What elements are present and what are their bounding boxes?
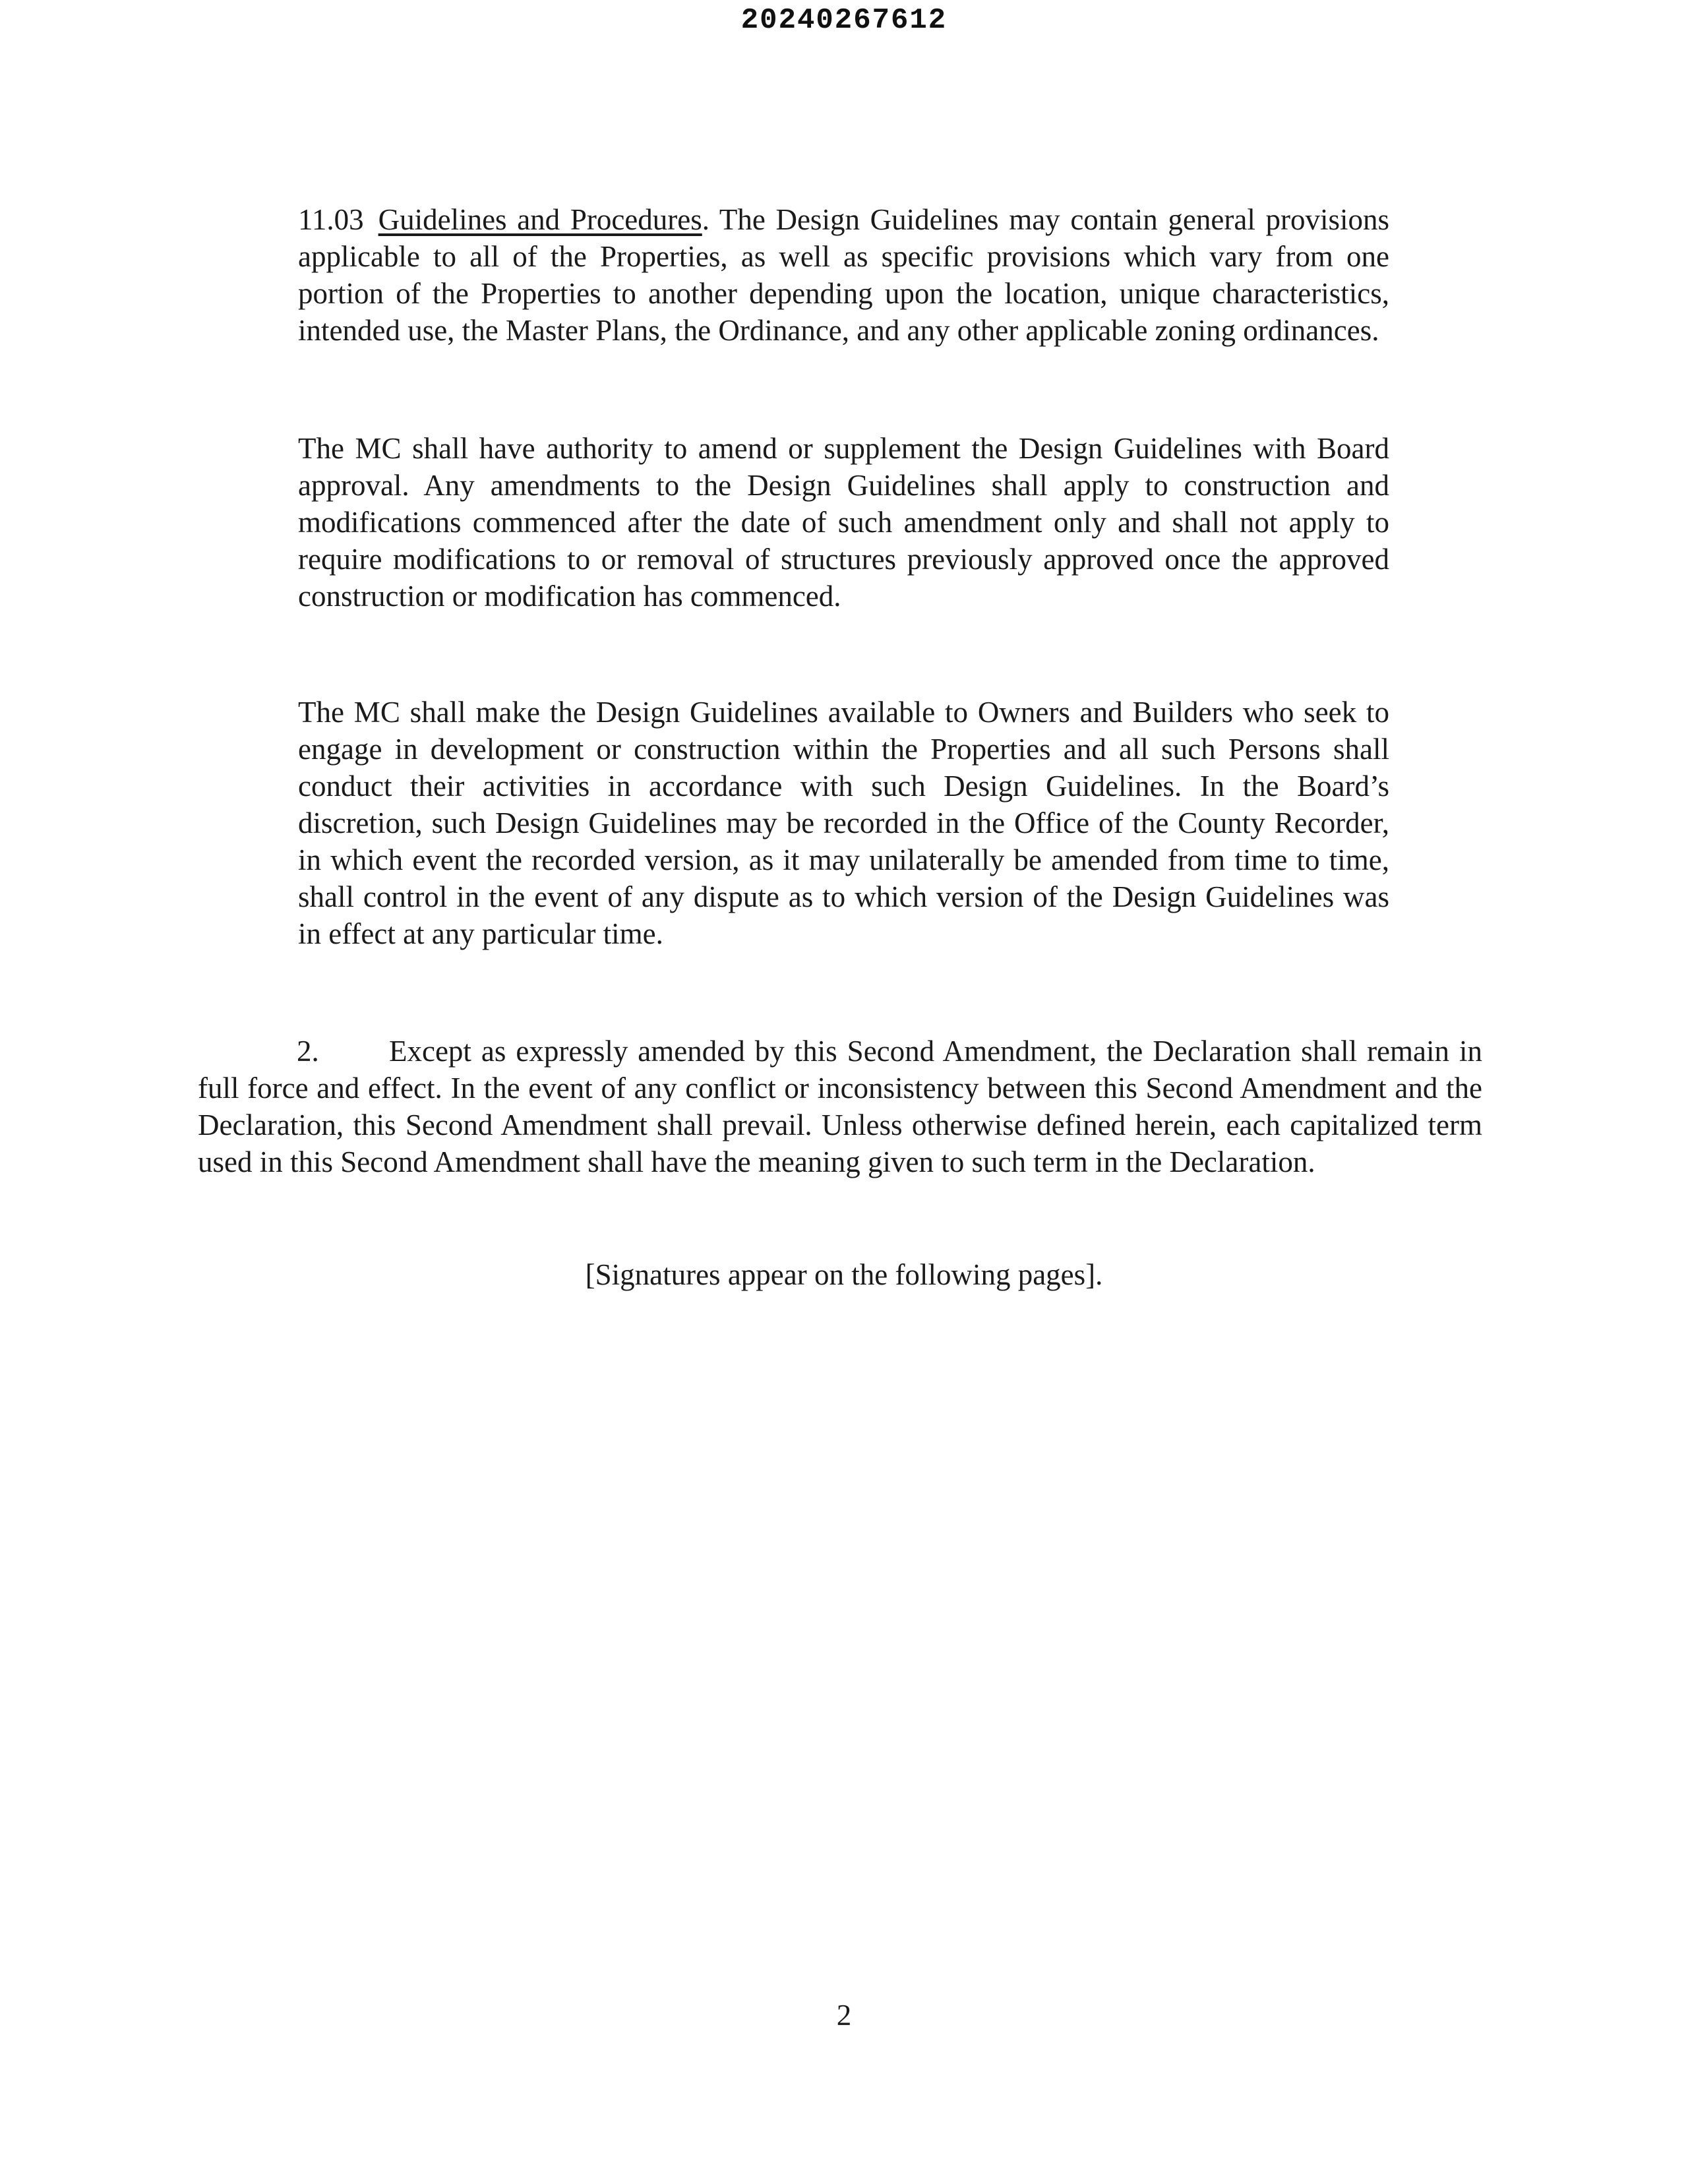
page-number: 2 — [836, 1999, 852, 2032]
paragraph-2 — [198, 1033, 1482, 1180]
section-11-03 — [298, 201, 1389, 349]
signatures-note: [Signatures appear on the following pages]. — [585, 1258, 1103, 1291]
section-title: Guidelines and Procedures — [378, 203, 702, 236]
mc-available-paragraph: The MC shall make the Design Guidelines available to Owners and Builders who seek to engage in development or construction within the Properties and all such Persons shall conduct their activities in accordance with such Design Guidelines. In the Board’s discretion, such Design Guidelines may be recorded in the Office of the County Recorder, in which event the recorded version, as it may unilaterally be amended from time to time, shall control in the event of any dispute as to which version of the Design Guidelines was in effect at any particular time. — [298, 696, 1389, 950]
section-body: . The Design Guidelines may contain general provisions applicable to all of the Properties, as well as specific provisions which vary from one portion of the Properties to another depending upon the location, unique characteristics, intended use, the Master Plans, the Ordinance, and any other applicable zoning ordinances. — [298, 203, 1389, 347]
section-number: 11.03 — [298, 203, 364, 236]
paragraph-2-text: Except as expressly amended by this Second Amendment, the Declaration shall remain in full force and effect. In the event of any conflict or inconsistency between this Second Amendment and the Declaration, this Second Amendment shall prevail. Unless otherwise defined herein, each capitalized term used in this Second Amendment shall have the meaning given to such term in the Declaration. — [198, 1035, 1482, 1178]
paragraph-number: 2. — [297, 1035, 319, 1068]
document-number: 20240267612 — [740, 4, 948, 37]
mc-authority-paragraph: The MC shall have authority to amend or supplement the Design Guidelines with Board approval. Any amendments to the Design Guidelines shall apply to construction and modifications commenced after the date of such amendment only and shall not apply to require modifications to or removal of structures previously approved once the approved construction or modification has commenced. — [298, 432, 1389, 613]
